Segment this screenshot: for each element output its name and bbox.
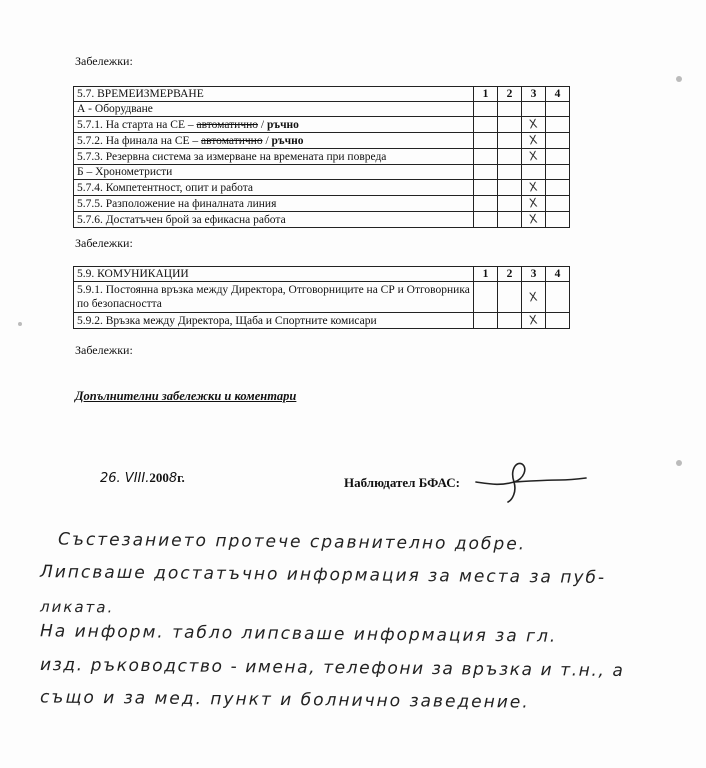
- check-mark: X: [528, 179, 539, 195]
- header-row: [74, 87, 570, 102]
- column-header: 3: [522, 267, 546, 282]
- section-row: [74, 165, 570, 180]
- rating-cell: [522, 180, 546, 196]
- rating-cell: [474, 102, 498, 117]
- selected-option: ръчно: [271, 134, 304, 147]
- rating-cell: [522, 149, 546, 165]
- notes-label: Забележки:: [75, 54, 133, 68]
- rating-cell: [546, 196, 570, 212]
- date-handwritten: 26. VIII.: [100, 471, 150, 486]
- row-label: [74, 212, 474, 228]
- row-label: [74, 180, 474, 196]
- table-title: 5.7. ВРЕМЕИЗМЕРВАНЕ: [74, 87, 474, 102]
- table-row: [74, 282, 570, 313]
- handwritten-line: изд. ръководство - имена, телефони за връзка и т.н., а: [39, 654, 625, 682]
- rating-cell: [546, 180, 570, 196]
- rating-cell: [546, 102, 570, 117]
- row-text: 5.9.1. Постоянна връзка между Директора, Отговорниците на СР и Отговорника по безопасността: [77, 284, 470, 310]
- rating-cell: [498, 282, 522, 313]
- additional-comments-heading: Допълнителни забележки и коментари: [75, 389, 297, 403]
- column-header: 3: [522, 87, 546, 102]
- rating-cell: [546, 282, 570, 313]
- rating-cell: [522, 102, 546, 117]
- table-title: 5.9. КОМУНИКАЦИИ: [74, 267, 474, 282]
- check-mark: X: [528, 288, 539, 305]
- punch-hole: [676, 460, 682, 466]
- handwritten-line: Липсваше достатъчно информация за места за пуб-: [39, 562, 607, 588]
- rating-cell: [498, 180, 522, 196]
- check-mark: X: [528, 132, 539, 148]
- rating-cell: [546, 149, 570, 165]
- row-text: 5.7.1. На старта на СЕ –: [77, 118, 197, 131]
- rating-cell: [474, 212, 498, 228]
- rating-cell: [546, 212, 570, 228]
- rating-cell: [522, 165, 546, 180]
- table-row: [74, 133, 570, 149]
- rating-cell: [474, 133, 498, 149]
- table-row: [74, 212, 570, 228]
- rating-cell: [522, 117, 546, 133]
- row-label: [74, 133, 474, 149]
- timekeeping-table: [73, 86, 570, 228]
- punch-hole: [18, 322, 22, 326]
- rating-cell: [546, 313, 570, 329]
- check-mark: X: [528, 211, 539, 227]
- rating-cell: [546, 133, 570, 149]
- handwritten-line: също и за мед. пункт и болнично заведение.: [39, 687, 530, 713]
- table-row: [74, 149, 570, 165]
- row-label: [74, 149, 474, 165]
- column-header: 2: [498, 87, 522, 102]
- communications-table: [73, 266, 570, 329]
- row-label: [74, 196, 474, 212]
- date-printed: 200: [149, 470, 169, 485]
- rating-cell: [498, 102, 522, 117]
- rating-cell: [498, 117, 522, 133]
- handwritten-line: На информ. табло липсваше информация за гл.: [39, 621, 558, 647]
- table-row: [74, 180, 570, 196]
- row-text: 5.9.2. Връзка между Директора, Щаба и Спортните комисари: [77, 314, 377, 327]
- header-row: [74, 267, 570, 282]
- struck-option: автоматично: [196, 118, 259, 131]
- row-text: 5.7.5. Разположение на финалната линия: [77, 197, 277, 210]
- column-header: 1: [474, 267, 498, 282]
- column-header: 1: [474, 87, 498, 102]
- rating-cell: [546, 117, 570, 133]
- row-label: Б – Хронометристи: [74, 165, 474, 180]
- rating-cell: [498, 133, 522, 149]
- rating-cell: [522, 196, 546, 212]
- column-header: 4: [546, 267, 570, 282]
- rating-cell: [522, 313, 546, 329]
- separator: /: [258, 118, 267, 131]
- date-year-digit: 8: [168, 471, 178, 486]
- rating-cell: [474, 117, 498, 133]
- rating-cell: [498, 313, 522, 329]
- check-mark: X: [528, 116, 539, 132]
- rating-cell: [474, 165, 498, 180]
- row-text: 5.7.6. Достатъчен брой за ефикасна работа: [77, 213, 286, 226]
- notes-label: Забележки:: [75, 236, 133, 250]
- rating-cell: [498, 149, 522, 165]
- rating-cell: [474, 196, 498, 212]
- rating-cell: [498, 196, 522, 212]
- punch-hole: [676, 76, 682, 82]
- row-label: А - Оборудване: [74, 102, 474, 117]
- row-text: 5.7.2. На финала на СЕ –: [77, 134, 202, 147]
- handwritten-line: ликата.: [39, 597, 115, 617]
- column-header: 2: [498, 267, 522, 282]
- signature: [470, 460, 590, 504]
- table-row: [74, 313, 570, 329]
- struck-option: автоматично: [201, 134, 263, 147]
- rating-cell: [522, 212, 546, 228]
- row-label: [74, 282, 474, 313]
- check-mark: X: [528, 148, 539, 164]
- row-label: [74, 117, 474, 133]
- separator: /: [262, 134, 272, 147]
- rating-cell: [474, 149, 498, 165]
- rating-cell: [474, 282, 498, 313]
- date: [100, 470, 185, 486]
- rating-cell: [498, 212, 522, 228]
- date-suffix: г.: [177, 470, 185, 485]
- rating-cell: [498, 165, 522, 180]
- rating-cell: [522, 282, 546, 313]
- rating-cell: [522, 133, 546, 149]
- observer-label: Наблюдател БФАС:: [344, 475, 460, 490]
- table-row: [74, 117, 570, 133]
- row-label: [74, 313, 474, 329]
- row-text: 5.7.3. Резервна система за измерване на времената при повреда: [77, 150, 387, 163]
- row-text: 5.7.4. Компетентност, опит и работа: [77, 181, 253, 194]
- handwritten-line: Състезанието протече сравнително добре.: [57, 529, 527, 555]
- section-row: [74, 102, 570, 117]
- rating-cell: [474, 313, 498, 329]
- check-mark: X: [528, 195, 539, 211]
- check-mark: X: [528, 312, 539, 328]
- table-row: [74, 196, 570, 212]
- rating-cell: [474, 180, 498, 196]
- notes-label: Забележки:: [75, 343, 133, 357]
- column-header: 4: [546, 87, 570, 102]
- selected-option: ръчно: [266, 118, 299, 131]
- rating-cell: [546, 165, 570, 180]
